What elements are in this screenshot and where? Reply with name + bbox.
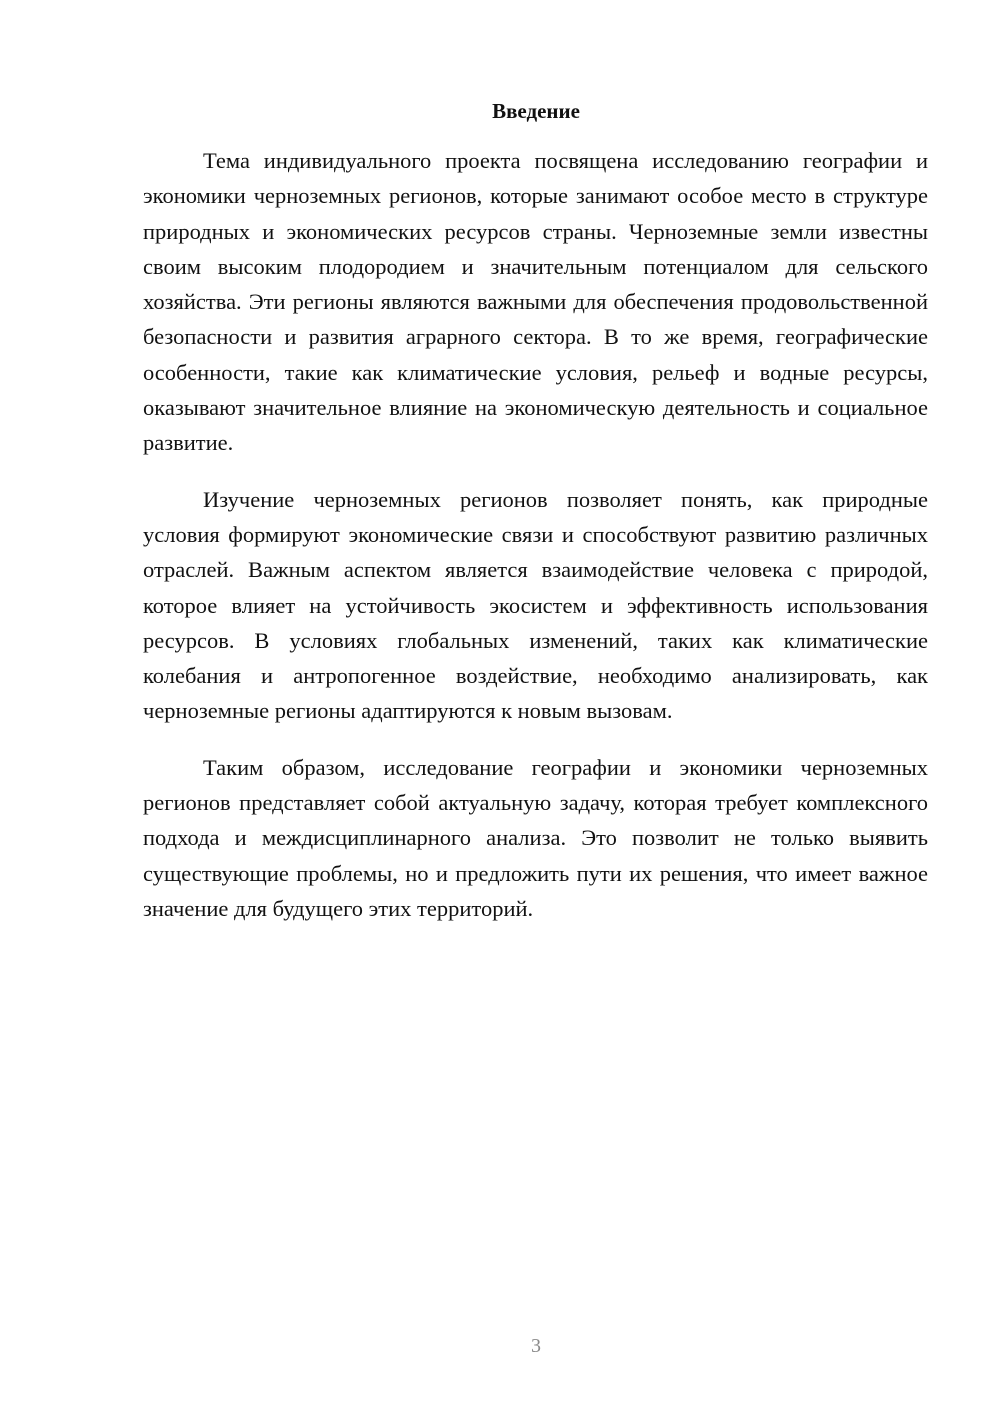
paragraph-1: Тема индивидуального проекта посвящена исследованию географии и экономики черноземных регионов, которые занимают особое место в структуре природных и экономических ресурсов страны. Черноземные земли известны своим высоким плодородием и значительным потенциалом для сельского хозяйства. Эти регионы являются важными для обеспечения продовольственной безопасности и развития аграрного сектора. В то же время, географические особенности, такие как климатические условия, рельеф и водные ресурсы, оказывают значительное влияние на экономическую деятельность и социальное развитие.	[143, 148, 928, 456]
document-body	[143, 143, 928, 926]
paragraph-3: Таким образом, исследование географии и экономики черноземных регионов представляет собой актуальную задачу, которая требует комплексного подхода и междисциплинарного анализа. Это позволит не только выявить существующие проблемы, но и предложить пути их решения, что имеет важное значение для будущего этих территорий.	[143, 754, 928, 921]
page-title: Введение	[492, 99, 580, 123]
page-number: 3	[531, 1335, 541, 1357]
paragraph-2: Изучение черноземных регионов позволяет понять, как природные условия формируют экономические связи и способствуют развитию различных отраслей. Важным аспектом является взаимодействие человека с природой, которое влияет на устойчивость экосистем и эффективность использования ресурсов. В условиях глобальных изменений, таких как климатические колебания и антропогенное воздействие, необходимо анализировать, как черноземные регионы адаптируются к новым вызовам.	[143, 486, 928, 724]
